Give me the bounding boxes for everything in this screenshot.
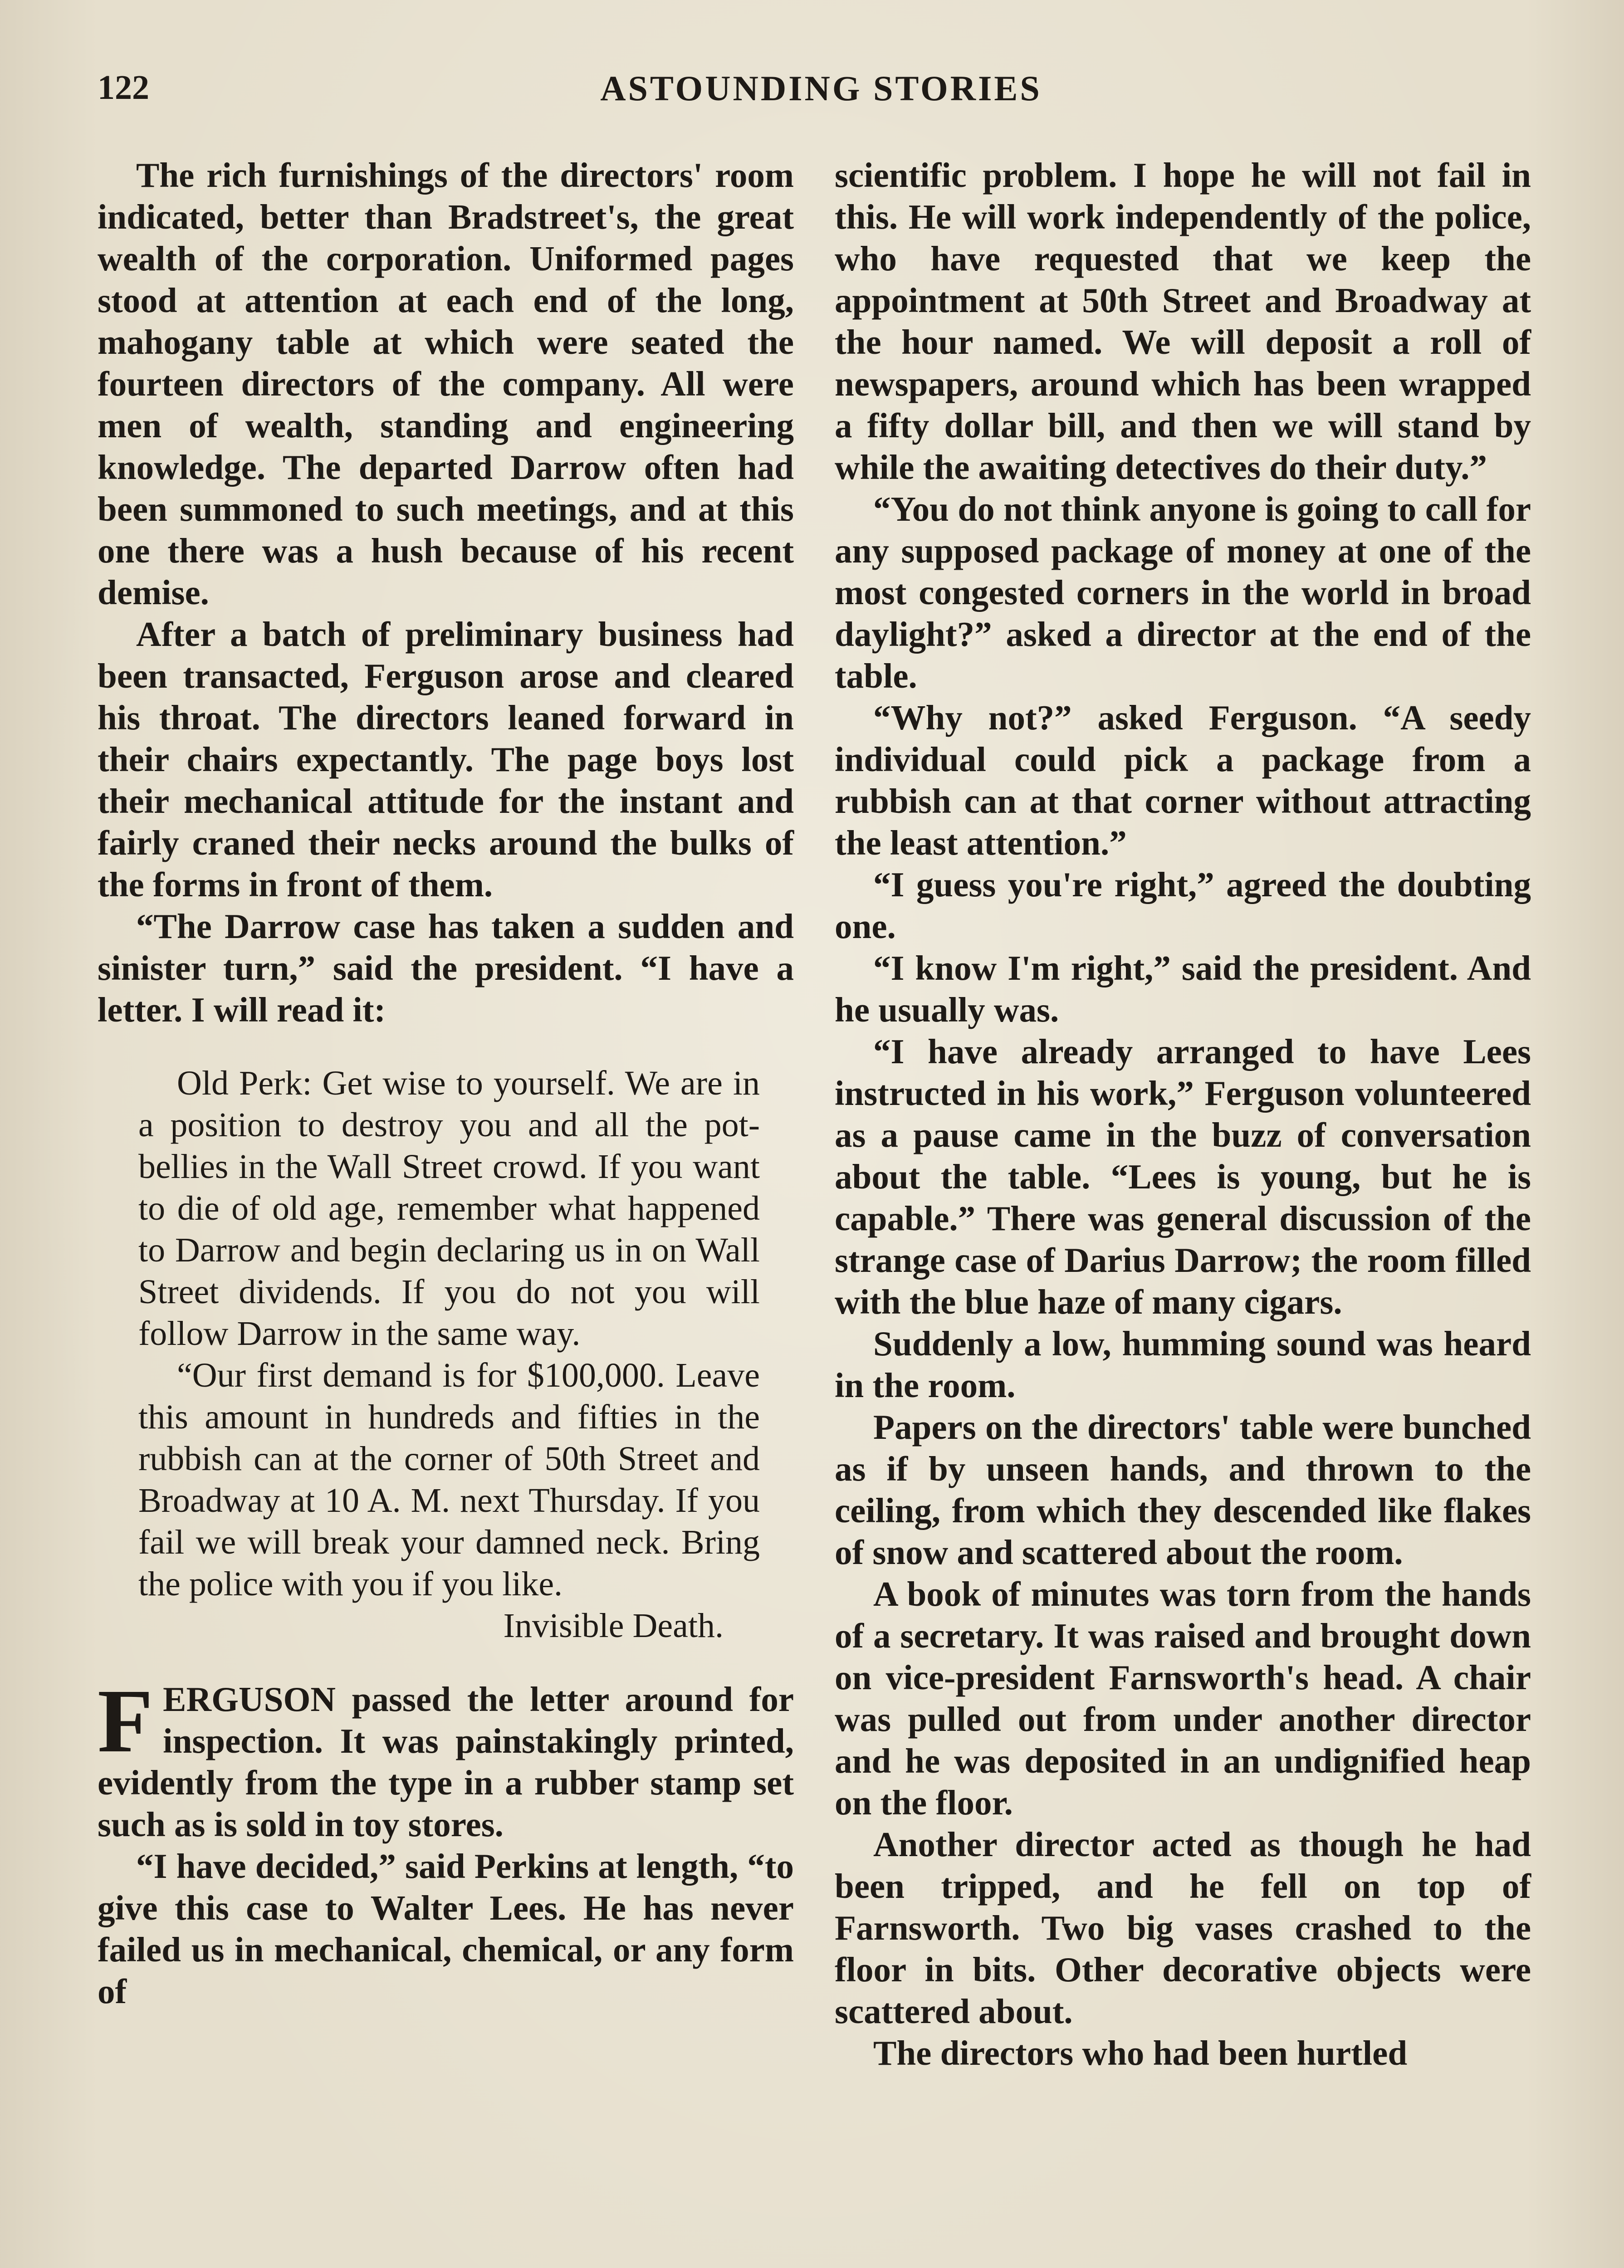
ransom-letter bbox=[138, 1062, 760, 1647]
paragraph: The directors who had been hurtled bbox=[873, 2033, 1408, 2072]
running-title: ASTOUNDING STORIES bbox=[600, 68, 1042, 108]
paragraph: “Why not?” asked Ferguson. “A seedy individual could pick a package from a rubbish can at that corner without attracting the least attention.” bbox=[835, 698, 1531, 862]
right-column bbox=[835, 154, 1531, 2074]
paragraph: “I guess you're right,” agreed the doubting one. bbox=[835, 865, 1531, 946]
paragraph: “You do not think anyone is going to call for any supposed package of money at one of the most congested corners in the world in broad daylight?” asked a director at the end of the table. bbox=[835, 489, 1531, 695]
paragraph: “The Darrow case has taken a sudden and sinister turn,” said the president. “I have a letter. I will read it: bbox=[98, 907, 794, 1029]
paragraph: scientific problem. I hope he will not fail in this. He will work independently of the police, who have requested that we keep the appointment at 50th Street and Broadway at the hour named. We will deposit a roll of newspapers, around which has been wrapped a fifty dollar bill, and then we will stand by while the awaiting detectives do their duty.” bbox=[835, 156, 1531, 487]
drop-cap: F bbox=[98, 1671, 153, 1771]
page-header bbox=[98, 68, 1545, 118]
left-column bbox=[98, 154, 794, 2012]
paragraph: “I know I'm right,” said the president. And he usually was. bbox=[835, 948, 1531, 1029]
letter-paragraph: Old Perk: Get wise to yourself. We are in a position to destroy you and all the pot-bellies in the Wall Street crowd. If you want to die of old age, remember what happened to Darrow and begin declaring us in on Wall Street dividends. If you do not you will follow Darrow in the same way. bbox=[138, 1064, 760, 1353]
dropcap-paragraph bbox=[98, 1671, 794, 1845]
paragraph: A book of minutes was torn from the hands of a secretary. It was raised and brought down on vice-president Farnsworth's head. A chair was pulled out from under another director and he was deposited in an undignified heap on the floor. bbox=[835, 1574, 1531, 1822]
letter-signature: Invisible Death. bbox=[503, 1607, 724, 1645]
paragraph: The rich furnishings of the directors' room indicated, better than Bradstreet's, the great wealth of the corporation. Uniformed pages stood at attention at each end of the long, mahogany table at which were seated the fourteen directors of the company. All were men of wealth, standing and engineering knowledge. The departed Darrow often had been summoned to such meetings, and at this one there was a hush because of his recent demise. bbox=[98, 156, 794, 612]
paragraph: “I have already arranged to have Lees instructed in his work,” Ferguson volunteered as a pause came in the buzz of conversation about the table. “Lees is young, but he is capable.” There was general discussion of the strange case of Darius Darrow; the room filled with the blue haze of many cigars. bbox=[835, 1032, 1531, 1321]
paragraph: Another director acted as though he had been tripped, and he fell on top of Farnsworth. Two big vases crashed to the floor in bits. Other decorative objects were scattered about. bbox=[835, 1825, 1531, 2031]
paragraph: Papers on the directors' table were bunched as if by unseen hands, and thrown to the ceiling, from which they descended like flakes of snow and scattered about the room. bbox=[835, 1408, 1531, 1572]
paragraph: “I have decided,” said Perkins at length, “to give this case to Walter Lees. He has never failed us in mechanical, chemical, or any form of bbox=[98, 1847, 794, 2011]
page-number: 122 bbox=[98, 68, 149, 107]
letter-paragraph: “Our first demand is for $100,000. Leave this amount in hundreds and fifties in the rubbish can at the corner of 50th Street and Broadway at 10 A. M. next Thursday. If you fail we will break your damned neck. Bring the police with you if you like. bbox=[138, 1356, 760, 1603]
paragraph: After a batch of preliminary business had been transacted, Ferguson arose and cleared his throat. The directors leaned forward in their chairs expectantly. The page boys lost their mechanical attitude for the instant and fairly craned their necks around the bulks of the forms in front of them. bbox=[98, 615, 794, 904]
paragraph: Suddenly a low, humming sound was heard in the room. bbox=[835, 1324, 1531, 1405]
dropcap-paragraph-text: ERGUSON passed the letter around for inspection. It was painstakingly printed, evidently from the type in a rubber stamp set such as is sold in toy stores. bbox=[98, 1680, 794, 1844]
